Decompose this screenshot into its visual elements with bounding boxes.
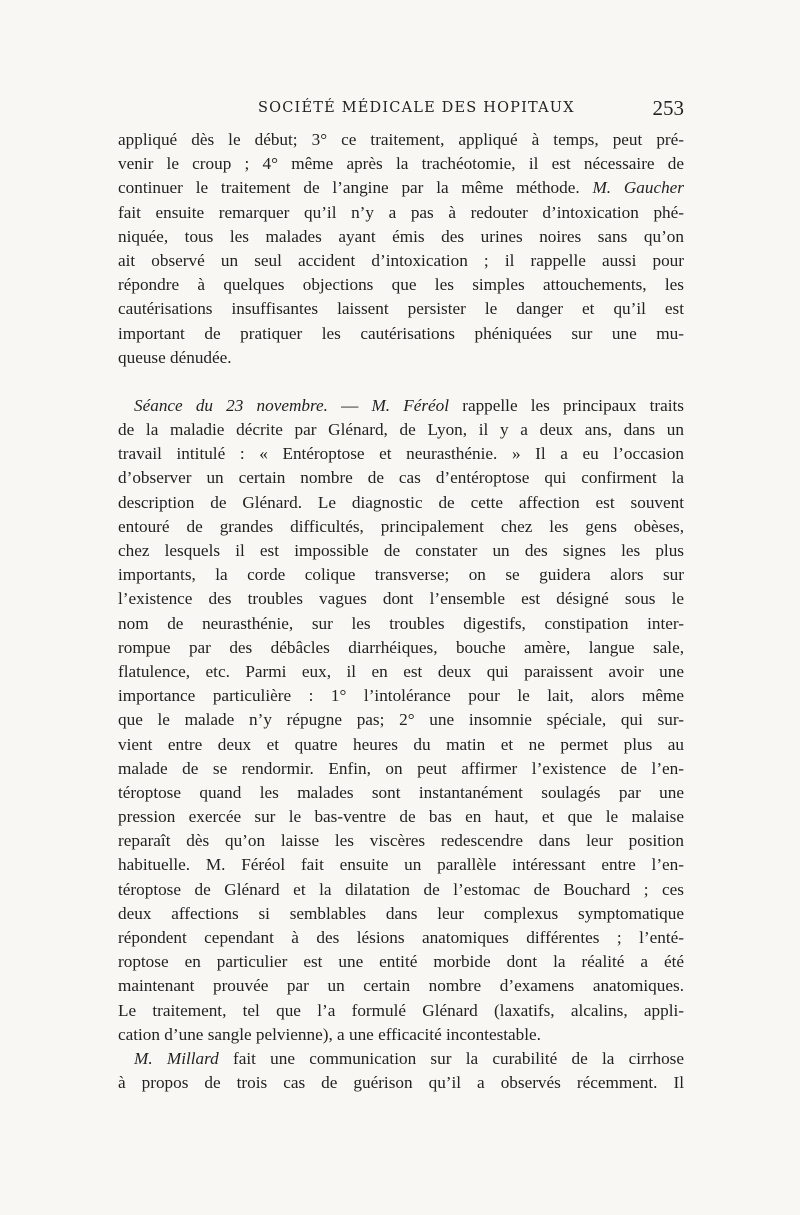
- text-line: chez lesquels il est impossible de constater un des signes les plus: [118, 541, 684, 560]
- text-line: fait ensuite remarquer qu’il n’y a pas à redouter d’intoxication phé-: [118, 202, 684, 222]
- text-line: nom de neurasthénie, sur les troubles digestifs, constipation inter-: [118, 613, 684, 633]
- text-line: important de pratiquer les cautérisations phéniquées sur une mu-: [118, 323, 684, 343]
- em-dash: —: [327, 395, 372, 415]
- text-line: à propos de trois cas de guérison qu’il a observés récemment. Il: [118, 1073, 684, 1093]
- text-line: appliqué dès le début; 3° ce traitement, appliqué à temps, peut pré-: [118, 130, 684, 149]
- text-line: malade de se rendormir. Enfin, on peut affirmer l’existence de l’en-: [118, 758, 684, 778]
- running-title: SOCIÉTÉ MÉDICALE DES HOPITAUX: [258, 100, 575, 116]
- speaker-name: M. Gaucher: [592, 178, 684, 198]
- text-line: cation d’une sangle pelvienne), a une efficacité incontestable.: [118, 1024, 541, 1044]
- text-line: pression exercée sur le bas-ventre de bas en haut, et que le malaise: [118, 807, 684, 827]
- text-line: Le traitement, tel que l’a formulé Glénard (laxatifs, alcalins, appli-: [118, 1000, 684, 1020]
- text-line: ait observé un seul accident d’intoxication ; il rappelle aussi pour: [118, 250, 684, 270]
- text-line: [118, 394, 684, 418]
- body-text: [118, 128, 684, 1095]
- text-line: que le malade n’y répugne pas; 2° une insomnie spéciale, qui sur-: [118, 710, 684, 730]
- seance-date: Séance du 23 novembre.: [134, 395, 328, 415]
- text-line: [118, 176, 684, 200]
- text-line: deux affections si semblables dans leur complexus symptomatique: [118, 903, 684, 923]
- running-header: [118, 98, 684, 124]
- text-line: de la maladie décrite par Glénard, de Lyon, il y a deux ans, dans un: [118, 420, 684, 440]
- text-line: travail intitulé : « Entéroptose et neurasthénie. » Il a eu l’occasion: [118, 444, 684, 464]
- text-line: l’existence des troubles vagues dont l’ensemble est désigné sous le: [118, 589, 684, 609]
- page-number: 253: [652, 96, 684, 120]
- text-line: téroptose de Glénard et la dilatation de l’estomac de Bouchard ; ces: [118, 879, 684, 899]
- speaker-name: M. Millard: [134, 1048, 219, 1068]
- text-line: [118, 1047, 684, 1071]
- text-line: vient entre deux et quatre heures du matin et ne permet plus au: [118, 734, 684, 754]
- text-line: importants, la corde colique transverse; on se guidera alors sur: [118, 565, 684, 585]
- text-fragment: rappelle les principaux traits: [449, 395, 685, 415]
- text-line: habituelle. M. Féréol fait ensuite un parallèle intéressant entre l’en-: [118, 855, 684, 875]
- text-line: d’observer un certain nombre de cas d’entéroptose qui confirment la: [118, 468, 684, 488]
- text-line: flatulence, etc. Parmi eux, il en est deux qui paraissent avoir une: [118, 661, 684, 681]
- text-line: description de Glénard. Le diagnostic de cette affection est souvent: [118, 492, 684, 512]
- text-line: répondent cependant à des lésions anatomiques différentes ; l’enté-: [118, 928, 684, 947]
- text-line: cautérisations insuffisantes laissent persister le danger et qu’il est: [118, 299, 684, 319]
- text-line: entouré de grandes difficultés, principalement chez les gens obèses,: [118, 516, 684, 536]
- text-line: rompue par des débâcles diarrhéiques, bouche amère, langue sale,: [118, 637, 684, 657]
- text-line: niquée, tous les malades ayant émis des urines noires sans qu’on: [118, 226, 684, 246]
- text-line: maintenant prouvée par un certain nombre d’examens anatomiques.: [118, 976, 684, 996]
- text-line: importance particulière : 1° l’intolérance pour le lait, alors même: [118, 686, 684, 706]
- speaker-name: M. Féréol: [371, 395, 450, 415]
- text-line: répondre à quelques objections que les simples attouchements, les: [118, 275, 684, 295]
- paragraph-gap: [118, 370, 684, 394]
- text-line: téroptose quand les malades sont instantanément soulagés par une: [118, 782, 684, 802]
- text-line: reparaît dès qu’on laisse les viscères redescendre dans leur position: [118, 831, 684, 851]
- text-line: venir le croup ; 4° même après la trachéotomie, il est nécessaire de: [118, 154, 684, 174]
- text-fragment: fait une communication sur la curabilité de la cirrhose: [218, 1048, 684, 1068]
- text-fragment: continuer le traitement de l’angine par la même méthode.: [118, 178, 580, 198]
- text-line: roptose en particulier est une entité morbide dont la réalité a été: [118, 952, 684, 972]
- text-line: queuse dénudée.: [118, 347, 232, 367]
